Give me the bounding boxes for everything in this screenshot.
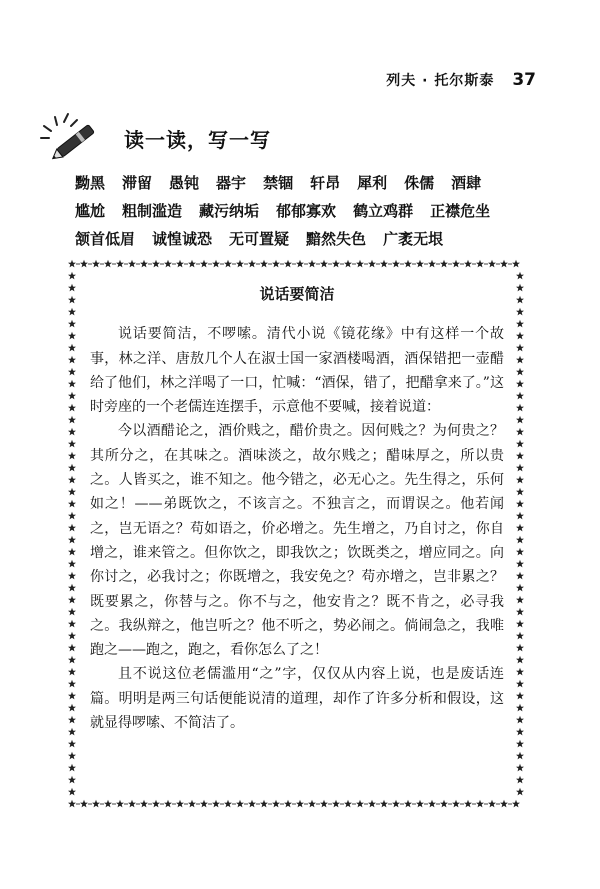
vocab-word: 正襟危坐	[430, 201, 491, 220]
article	[90, 282, 504, 735]
page-number: 37	[512, 70, 536, 90]
pen-icon	[40, 112, 102, 164]
vocab-word: 犀利	[357, 173, 388, 192]
vocab-word: 广袤无垠	[383, 229, 444, 248]
vocab-word: 无可置疑	[229, 229, 290, 248]
vocab-word: 粗制滥造	[122, 201, 183, 220]
article-title: 说话要简洁	[259, 285, 335, 303]
vocab-word: 郁郁寡欢	[276, 201, 337, 220]
vocab-word: 黯然失色	[306, 229, 367, 248]
section-title: 读一读，写一写	[124, 127, 271, 152]
vocab-word: 黝黑	[75, 173, 106, 192]
vocab-word: 颔首低眉	[75, 229, 136, 248]
vocabulary-list	[75, 168, 545, 252]
vocab-word: 藏污纳垢	[199, 201, 260, 220]
vocab-row	[75, 196, 545, 224]
vocab-word: 器宇	[216, 173, 247, 192]
vocab-word: 轩昂	[310, 173, 341, 192]
vocab-word: 滞留	[122, 173, 153, 192]
vocab-word: 尴尬	[75, 201, 106, 220]
article-paragraph: 且不说这位老儒滥用“之”字，仅仅从内容上说，也是废话连篇。明明是两三句话便能说清的道理，却作了许多分析和假设，这就显得啰嗦、不简洁了。	[90, 666, 504, 732]
vocab-word: 酒肆	[451, 173, 482, 192]
article-paragraph: 说话要简洁，不啰嗦。清代小说《镜花缘》中有这样一个故事，林之洋、唐敖几个人在淑士国一家酒楼喝酒，酒保错把一壶醋给了他们，林之洋喝了一口，忙喊：“酒保，错了，把醋拿来了。”这时旁座的一个老儒连连摆手，示意他不要喊，接着说道：	[90, 326, 504, 416]
vocab-word: 侏儒	[404, 173, 435, 192]
vocab-word: 鹤立鸡群	[353, 201, 414, 220]
vocab-word: 禁锢	[263, 173, 294, 192]
vocab-row	[75, 168, 545, 196]
vocab-word: 愚钝	[169, 173, 200, 192]
running-header	[386, 70, 536, 90]
article-quote: 今以酒醋论之，酒价贱之，醋价贵之。因何贱之？为何贵之？其所分之，在其味之。酒味淡之，故尔贱之；醋味厚之，所以贵之。人皆买之，谁不知之。他今错之，必无心之。先生得之，乐何如之！——弟既饮之，不该言之。不独言之，而谓误之。他若闻之，岂无语之？苟如语之，价必增之。先生增之，乃自讨之，你自增之，谁来管之。但你饮之，即我饮之；饮既类之，增应同之。向你讨之，必我讨之；你既增之，我安免之？苟亦增之，岂非累之？既要累之，你替与之。你不与之，他安肯之？既不肯之，必寻我之。我纵辩之，他岂听之？他不听之，势必闹之。倘闹急之，我唯跑之——跑之，跑之，看你怎么了之！	[90, 423, 504, 659]
vocab-row	[75, 224, 545, 252]
vocab-word: 诚惶诚恐	[152, 229, 213, 248]
section-heading	[40, 112, 271, 164]
chapter-title: 列夫 · 托尔斯泰	[386, 73, 495, 89]
